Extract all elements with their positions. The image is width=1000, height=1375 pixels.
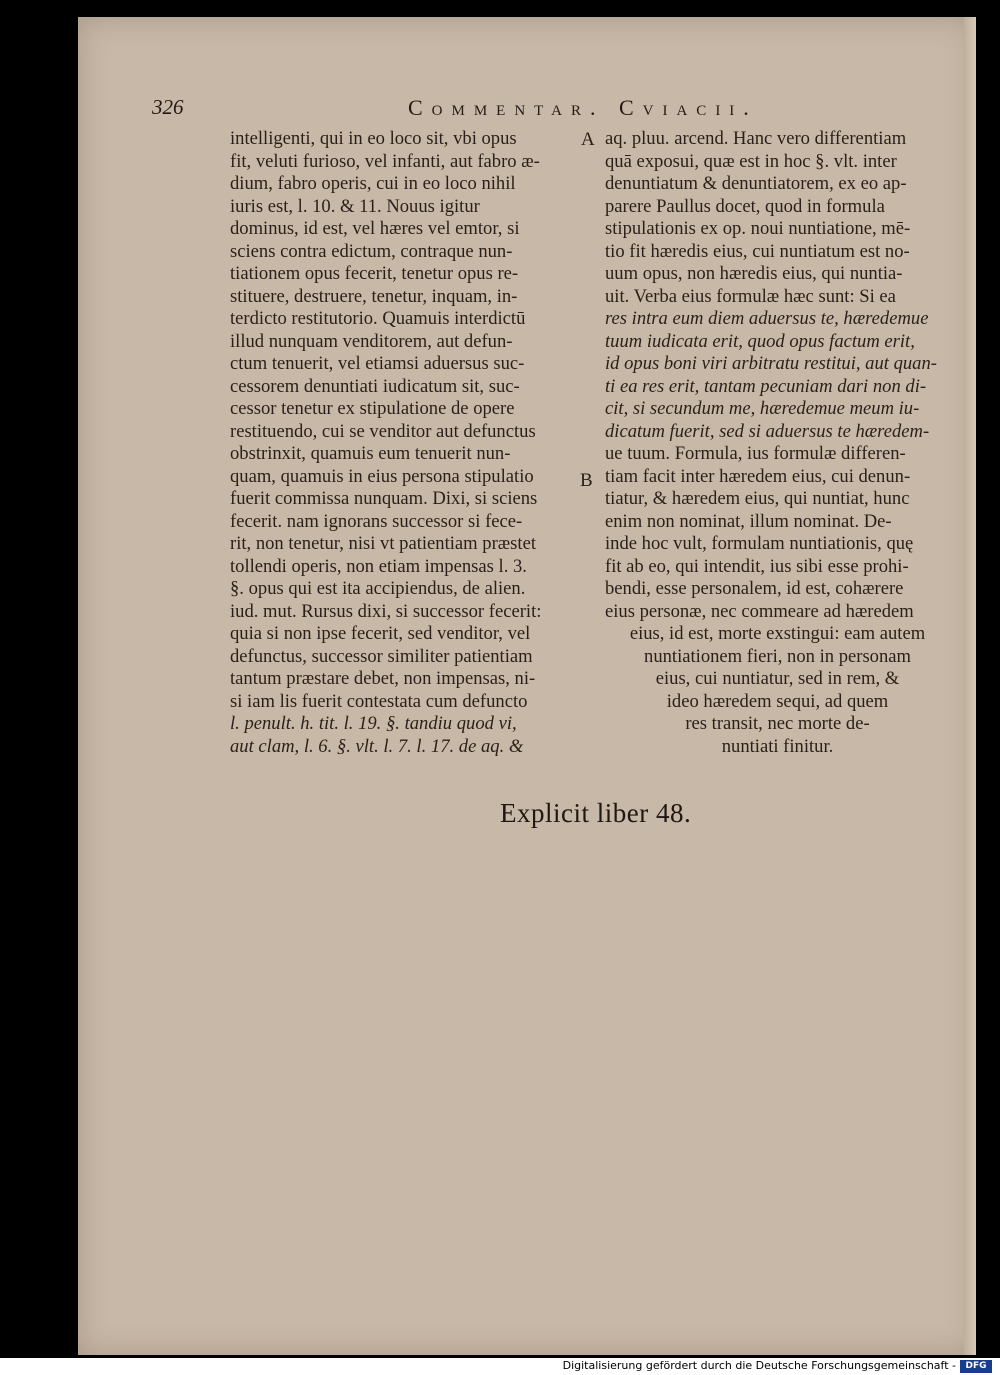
text-line: ti ea res erit, tantam pecuniam dari non di- [605, 375, 927, 397]
text-line: nuntiationem fieri, non in personam [644, 645, 911, 667]
text-line: aq. pluu. arcend. Hanc vero differentiam [605, 128, 907, 149]
text-line: parere Paullus docet, quod in formula [605, 195, 885, 217]
text-line: quā exposui, quæ est in hoc §. vlt. inter [605, 150, 897, 172]
text-line: terdicto restitutorio. Quamuis interdictū [230, 308, 526, 329]
text-line: restituendo, cui se venditor aut defunctus [230, 420, 536, 442]
text-line: tiam facit inter hæredem eius, cui denun- [605, 465, 911, 487]
text-line: inde hoc vult, formulam nuntiationis, quę [605, 533, 914, 554]
left-column [230, 128, 576, 758]
text-line: illud nunquam venditorem, aut defun- [230, 330, 513, 352]
text-line: cessorem denuntiati iudicatum sit, suc- [230, 375, 520, 397]
text-line: tiatur, & hæredem eius, qui nuntiat, hunc [605, 488, 910, 509]
page-header [152, 95, 812, 125]
text-line: stituere, destruere, tenetur, inquam, in- [230, 285, 518, 307]
text-line: id opus boni viri arbitratu restitui, aut quan- [605, 353, 937, 374]
explicit-colophon: Explicit liber 48. [500, 798, 692, 828]
text-line: defunctus, successor similiter patientiam [230, 645, 533, 667]
text-line: fit ab eo, qui intendit, ius sibi esse prohi- [605, 555, 909, 577]
text-line: res transit, nec morte de- [685, 713, 870, 734]
text-line: eius, id est, morte exstingui: eam autem [629, 623, 926, 644]
text-line: fecerit. nam ignorans successor si fece- [230, 510, 523, 532]
text-line: intelligenti, qui in eo loco sit, vbi opus [230, 128, 517, 149]
text-line: tantum præstare debet, non impensas, ni- [230, 668, 536, 689]
text-line: cit, si secundum me, hæredemue meum iu- [605, 398, 920, 419]
text-line: fit, veluti furioso, vel infanti, aut fabro æ- [230, 150, 540, 172]
text-line: eius personæ, nec commeare ad hæredem [605, 600, 914, 622]
text-line: aut clam, l. 6. §. vlt. l. 7. l. 17. de aq. & [230, 735, 524, 757]
margin-marker-b: B [580, 470, 593, 491]
text-line: stipulationis ex op. noui nuntiatione, mē- [605, 218, 911, 239]
text-line: tuum iudicata erit, quod opus factum erit, [605, 330, 915, 352]
text-line: nuntiati finitur. [721, 735, 834, 757]
text-line: ctum tenuerit, vel etiamsi aduersus suc- [230, 353, 525, 374]
text-line: dium, fabro operis, cui in eo loco nihil [230, 173, 516, 194]
right-column [605, 128, 950, 758]
text-line: tio fit hæredis eius, cui nuntiatum est no- [605, 240, 910, 262]
text-line: ue tuum. Formula, ius formulæ differen- [605, 443, 906, 464]
text-line: enim non nominat, illum nominat. De- [605, 510, 892, 532]
text-line: res intra eum diem aduersus te, hæredemue [605, 308, 929, 329]
text-line: dominus, id est, vel hæres vel emtor, si [230, 218, 520, 239]
page-spine [964, 17, 976, 1355]
text-line: ideo hæredem sequi, ad quem [666, 690, 889, 712]
text-line: uum opus, non hæredis eius, qui nuntia- [605, 263, 903, 284]
text-line: bendi, esse personalem, id est, cohærere [605, 578, 904, 599]
text-line: uit. Verba eius formulæ hæc sunt: Si ea [605, 285, 896, 307]
text-line: §. opus qui est ita accipiendus, de alien. [230, 578, 526, 599]
text-line: quia si non ipse fecerit, sed venditor, vel [230, 623, 531, 644]
text-line: quam, quamuis in eius persona stipulatio [230, 465, 534, 487]
text-line: tollendi operis, non etiam impensas l. 3. [230, 555, 527, 577]
text-line: tiationem opus fecerit, tenetur opus re- [230, 263, 519, 284]
footer-credit: Digitalisierung gefördert durch die Deutsche Forschungsgemeinschaft - [562, 1359, 956, 1372]
text-line: fuerit commissa nunquam. Dixi, si sciens [230, 488, 538, 509]
digitization-footer [0, 1358, 1000, 1375]
text-line: l. penult. h. tit. l. 19. §. tandiu quod vi, [230, 713, 517, 734]
page-number: 326 [152, 95, 184, 119]
dfg-logo: DFG [960, 1360, 992, 1373]
margin-marker-a: A [581, 129, 595, 150]
text-line: iud. mut. Rursus dixi, si successor fecerit: [230, 600, 542, 622]
text-line: si iam lis fuerit contestata cum defuncto [230, 690, 528, 712]
text-line: cessor tenetur ex stipulatione de opere [230, 398, 515, 419]
running-title: Commentar. Cviacii. [408, 95, 758, 120]
text-line: sciens contra edictum, contraque nun- [230, 240, 513, 262]
text-line: rit, non tenetur, nisi vt patientiam præstet [230, 533, 536, 554]
text-line: iuris est, l. 10. & 11. Nouus igitur [230, 195, 480, 217]
text-line: obstrinxit, quamuis eum tenuerit nun- [230, 443, 511, 464]
text-line: dicatum fuerit, sed si aduersus te hæredem- [605, 420, 930, 442]
text-line: denuntiatum & denuntiatorem, ex eo ap- [605, 173, 907, 194]
text-line: eius, cui nuntiatur, sed in rem, & [655, 668, 900, 689]
